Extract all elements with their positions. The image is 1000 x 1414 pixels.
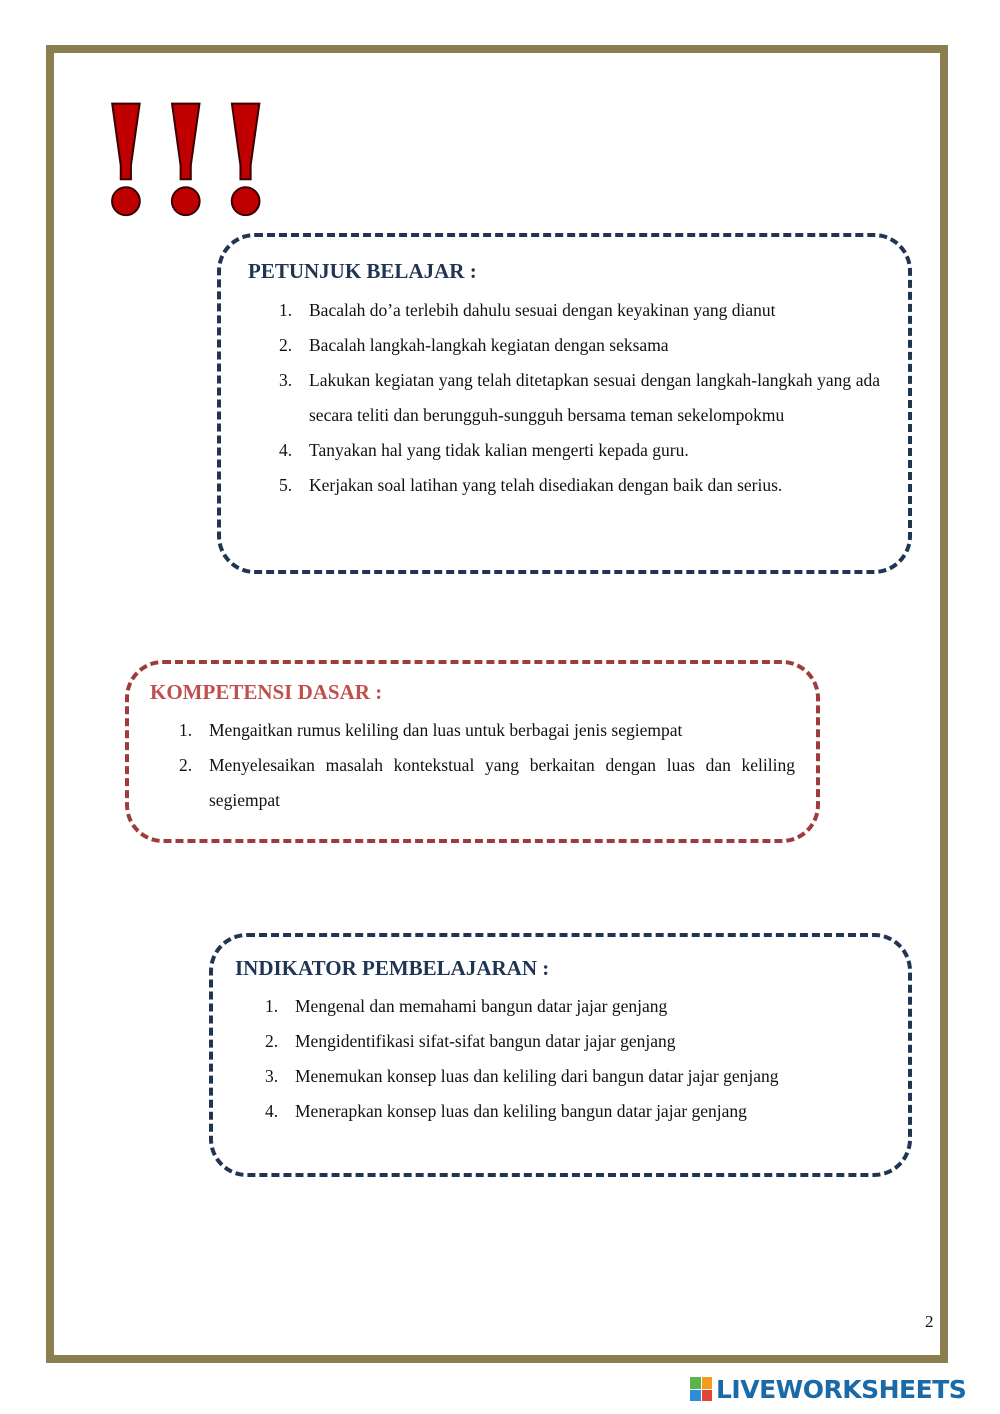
petunjuk-belajar-list (279, 293, 880, 503)
page-number: 2 (925, 1312, 934, 1331)
liveworksheets-watermark (690, 1374, 966, 1404)
watermark-text: LIVEWORKSHEETS (716, 1374, 967, 1404)
list-item: 2. Mengidentifikasi sifat-sifat bangun datar jajar genjang (265, 1031, 676, 1051)
list-item: 2. Bacalah langkah-langkah kegiatan dengan seksama (279, 335, 669, 355)
petunjuk-belajar-title: PETUNJUK BELAJAR : (248, 259, 477, 283)
indikator-pembelajaran-list (265, 989, 885, 1129)
list-item: 3. Lakukan kegiatan yang telah ditetapkan sesuai dengan langkah-langkah yang ada secara teliti dan berungguh-sungguh bersama teman sekelompokmu (279, 370, 880, 425)
kompetensi-dasar-list (179, 713, 795, 818)
list-item: 1. Mengaitkan rumus keliling dan luas untuk berbagai jenis segiempat (179, 720, 683, 740)
list-item: 4. Menerapkan konsep luas dan keliling bangun datar jajar genjang (265, 1101, 747, 1121)
list-item: 1. Mengenal dan memahami bangun datar jajar genjang (265, 996, 668, 1016)
list-item: 4. Tanyakan hal yang tidak kalian mengerti kepada guru. (279, 440, 689, 460)
exclamation-marks: !!! (93, 73, 273, 249)
kompetensi-dasar-title: KOMPETENSI DASAR : (150, 680, 383, 704)
indikator-pembelajaran-title: INDIKATOR PEMBELAJARAN : (235, 956, 550, 980)
list-item: 1. Bacalah do’a terlebih dahulu sesuai dengan keyakinan yang dianut (279, 300, 776, 320)
liveworksheets-logo-icon (690, 1377, 712, 1401)
list-item: 3. Menemukan konsep luas dan keliling dari bangun datar jajar genjang (265, 1066, 779, 1086)
list-item: 5. Kerjakan soal latihan yang telah disediakan dengan baik dan serius. (279, 475, 783, 495)
list-item: 2. Menyelesaikan masalah kontekstual yang berkaitan dengan luas dan keliling segiempat (179, 755, 795, 810)
